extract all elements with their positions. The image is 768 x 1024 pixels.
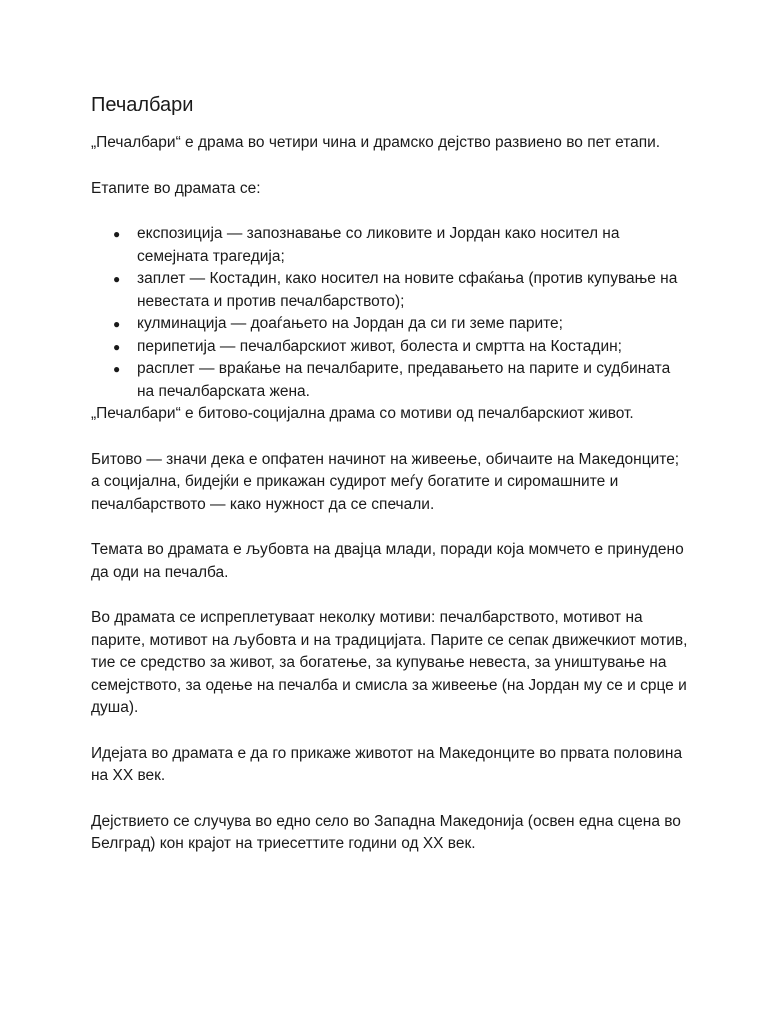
genre-paragraph: „Печалбари“ е битово-социјална драма со мотиви од печалбарскиот живот. (91, 405, 634, 422)
document-title: Печалбари (91, 94, 194, 116)
bullet-icon: ● (113, 272, 121, 286)
bullet-icon: ● (113, 227, 121, 241)
theme-paragraph: Темата во драмата е љубовта на двајца млади, поради која момчето е принудено да оди на печалба. (91, 541, 684, 581)
list-item (91, 223, 691, 268)
idea-paragraph: Идејата во драмата е да го прикаже животот на Македонците во првата половина на XX век. (91, 744, 683, 784)
bitovo-paragraph: Битово — значи дека е опфатен начинот на живеење, обичаите на Македонците; а социјална, бидејќи е прикажан судирот меѓу богатите и сиромашните и печалбарството — како нужност да се спечали. (91, 450, 680, 513)
document-page (91, 92, 691, 879)
list-item (91, 336, 691, 359)
list-item-text: експозиција — запознавање со ликовите и Јордан како носител на семејната трагедија; (137, 225, 620, 265)
list-item (91, 268, 691, 313)
list-item-text: перипетија — печалбарскиот живот, болеста и смртта на Костадин; (137, 337, 622, 355)
list-item-text: заплет — Костадин, како носител на новите сфаќања (против купување на невестата и против печалбарството); (137, 270, 678, 310)
list-item-text: расплет — враќање на печалбарите, предавањето на парите и судбината на печалбарската жена. (137, 360, 671, 400)
setting-paragraph: Дејствието се случува во едно село во Западна Македонија (освен една сцена во Белград) кон крајот на триесеттите години од XX век. (91, 812, 681, 852)
list-item (91, 358, 691, 403)
bullet-icon: ● (113, 317, 121, 331)
stages-list (91, 223, 691, 403)
list-item-text: кулминација — доаѓањето на Јордан да си ги земе парите; (137, 315, 563, 332)
intro-paragraph: „Печалбари“ е драма во четири чина и драмско дејство развиено во пет етапи. (91, 134, 661, 151)
list-item (91, 313, 691, 336)
bullet-icon: ● (113, 339, 121, 354)
stages-heading: Етапите во драмата се: (91, 179, 261, 197)
motifs-paragraph: Во драмата се испреплетуваат неколку мотиви: печалбарството, мотивот на парите, мотивот на љубовта и на традицијата. Парите се сепак движечкиот мотив, тие се средство за живот, за богатење, за купување невеста, за уништување на семејството, за одење на печалба и смисла за живеење (на Јордан му се и срце и душа). (91, 609, 688, 716)
bullet-icon: ● (113, 362, 121, 376)
